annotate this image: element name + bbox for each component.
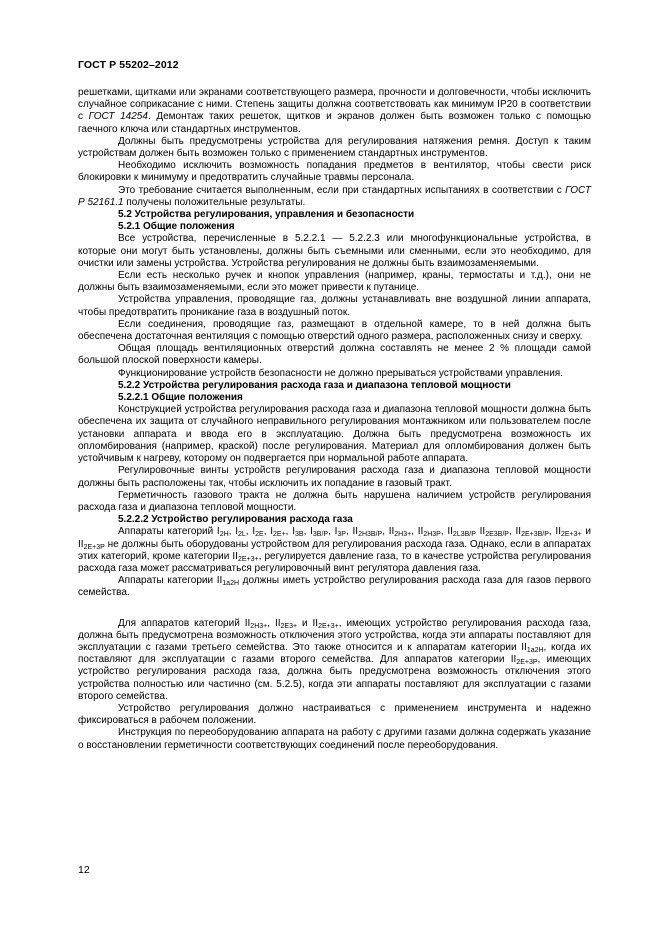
paragraph: Для аппаратов категорий $II_{2H3+}$, $II_{2E3+}$ и $II_{2E+3+}$, имеющих устройство регулирования расхода газа, должна быть предусмотрена возможность отключения этого устройства, когда эти аппараты поставляют для эксплуатации с газами третьего семейства. Это также относится и к аппаратам категории $II_{1a2H}$, когда их поставляют для эксплуатации с газами второго семейства. Для аппаратов категории $II_{2E+3P}$, имеющих устройство регулирования расхода газа, должна быть предусмотрена возможность отключения этого устройства полностью или частично (см. 5.2.5), когда эти аппараты поставляют для эксплуатации с газами второго семейства. bbox=[78, 617, 591, 702]
subsection-heading: 5.2.1 Общие положения bbox=[118, 221, 235, 233]
subsubsection-heading: 5.2.2.2 Устройство регулирования расхода газа bbox=[118, 514, 353, 526]
paragraph: Если есть несколько ручек и кнопок управления (например, краны, термостаты и т.д.), они не должны быть взаимозаменяемыми, если это может привести к путанице. bbox=[78, 270, 591, 294]
paragraph: Все устройства, перечисленные в 5.2.2.1 — 5.2.2.3 или многофункциональные устройства, в которые они могут быть установлены, должны быть съемными или сменными, если это необходимо, для очистки или замены устройства. Устройства регулирования не должны быть взаимозаменяемыми. bbox=[78, 233, 591, 269]
standard-reference: ГОСТ 14254 bbox=[88, 111, 148, 123]
section-heading: 5.2 Устройства регулирования, управления и безопасности bbox=[118, 209, 415, 221]
paragraph: Устройства управления, проводящие газ, должны устанавливать вне воздушной линии аппарата, чтобы предотвратить проникание газа в воздушный поток. bbox=[78, 294, 591, 318]
paragraph-text: получены положительные результаты. bbox=[123, 196, 306, 208]
paragraph: Общая площадь вентиляционных отверстий должна составлять не менее 2 % площади самой большой плоской поверхности камеры. bbox=[78, 343, 591, 367]
paragraph: Необходимо исключить возможность попадания предметов в вентилятор, чтобы свести риск блокировки к минимуму и предотвратить случайные травмы персонала. bbox=[78, 160, 591, 184]
paragraph-text: . Демонтаж таких решеток, щитков и экранов должен быть возможен только с помощью гаечного ключа или стандартных инструментов. bbox=[78, 111, 592, 135]
page-number: 12 bbox=[78, 864, 90, 876]
paragraph: Аппараты категорий $I_{2H}$, $I_{2L}$, $I_{2E}$, $I_{2E+}$, $I_{3B}$, $I_{3B/P}$, $I_{3P}$, $II_{2H3B/P}$, $II_{2H3+}$, $II_{2H3P}$, $II_{2L3B/P}$ $II_{2E3B/P}$, $II_{2E+3B/P}$, $II_{2E+3+}$ и $II_{2E+3P}$ не должны быть оборудованы устройством для регулирования расхода газа. Однако, если в аппаратах этих категорий, кроме категории $II_{2E+3+}$, регулируется давление газа, то в качестве устройства регулирования расхода газа может рассматриваться регулировочный винт регулятора давления газа. bbox=[78, 526, 591, 574]
standard-reference: ГОСТ Р 52161.1 bbox=[78, 184, 591, 208]
paragraph-text: решетками, щитками или экранами соответствующего размера, прочности и долговечности, чтобы исключить случайное соприкасание с ними. Степень защиты должна соответствовать как минимум IP20 в соответствии с bbox=[78, 87, 591, 123]
paragraph: Герметичность газового тракта не должна быть нарушена наличием устройств регулирования расхода газа и диапазона тепловой мощности. bbox=[78, 489, 591, 513]
document-body bbox=[78, 87, 591, 752]
document-header: ГОСТ Р 55202–2012 bbox=[78, 59, 179, 71]
subsection-heading: 5.2.2 Устройства регулирования расхода газа и диапазона тепловой мощности bbox=[118, 379, 511, 391]
paragraph: Если соединения, проводящие газ, размещают в отдельной камере, то в ней должна быть обеспечена достаточная вентиляция с помощью отверстий одного размера, расположенных снизу и сверху. bbox=[78, 318, 591, 343]
paragraph bbox=[78, 87, 591, 136]
paragraph bbox=[78, 185, 591, 209]
paragraph: Конструкцией устройства регулирования расхода газа и диапазона тепловой мощности должна быть обеспечена их защита от случайного неправильного регулирования монтажником или пользователем после установки аппарата и ввода его в эксплуатацию. Должна быть предусмотрена возможность их опломбирования (например, краской) после регулирования. Материал для опломбирования должен быть устойчивым к нагреву, которому он подвергается при нормальной работе аппарата. bbox=[78, 404, 591, 465]
paragraph: Регулировочные винты устройств регулирования расхода газа и диапазона тепловой мощности должны быть расположены так, чтобы исключить их попадание в газовый тракт. bbox=[78, 465, 591, 489]
paragraph: Устройство регулирования должно настраиваться с применением инструмента и надежно фиксироваться в рабочем положении. bbox=[78, 702, 591, 727]
paragraph-text: Это требование считается выполненным, если при стандартных испытаниях в соответствии с bbox=[118, 184, 566, 196]
paragraph: Должны быть предусмотрены устройства для регулирования натяжения ремня. Доступ к таким устройствам должен быть возможен только с применением стандартных инструментов. bbox=[78, 135, 591, 160]
subsubsection-heading: 5.2.2.1 Общие положения bbox=[118, 392, 243, 404]
paragraph: Инструкция по переоборудованию аппарата на работу с другими газами должна содержать указание о восстановлении герметичности соответствующих соединений после переоборудования. bbox=[78, 727, 591, 751]
paragraph: Аппараты категории $II_{1a2H}$ должны иметь устройство регулирования расхода газа для газов первого семейства. bbox=[78, 575, 591, 599]
paragraph: Функционирование устройств безопасности не должно прерываться устройствами управления. bbox=[118, 367, 563, 379]
